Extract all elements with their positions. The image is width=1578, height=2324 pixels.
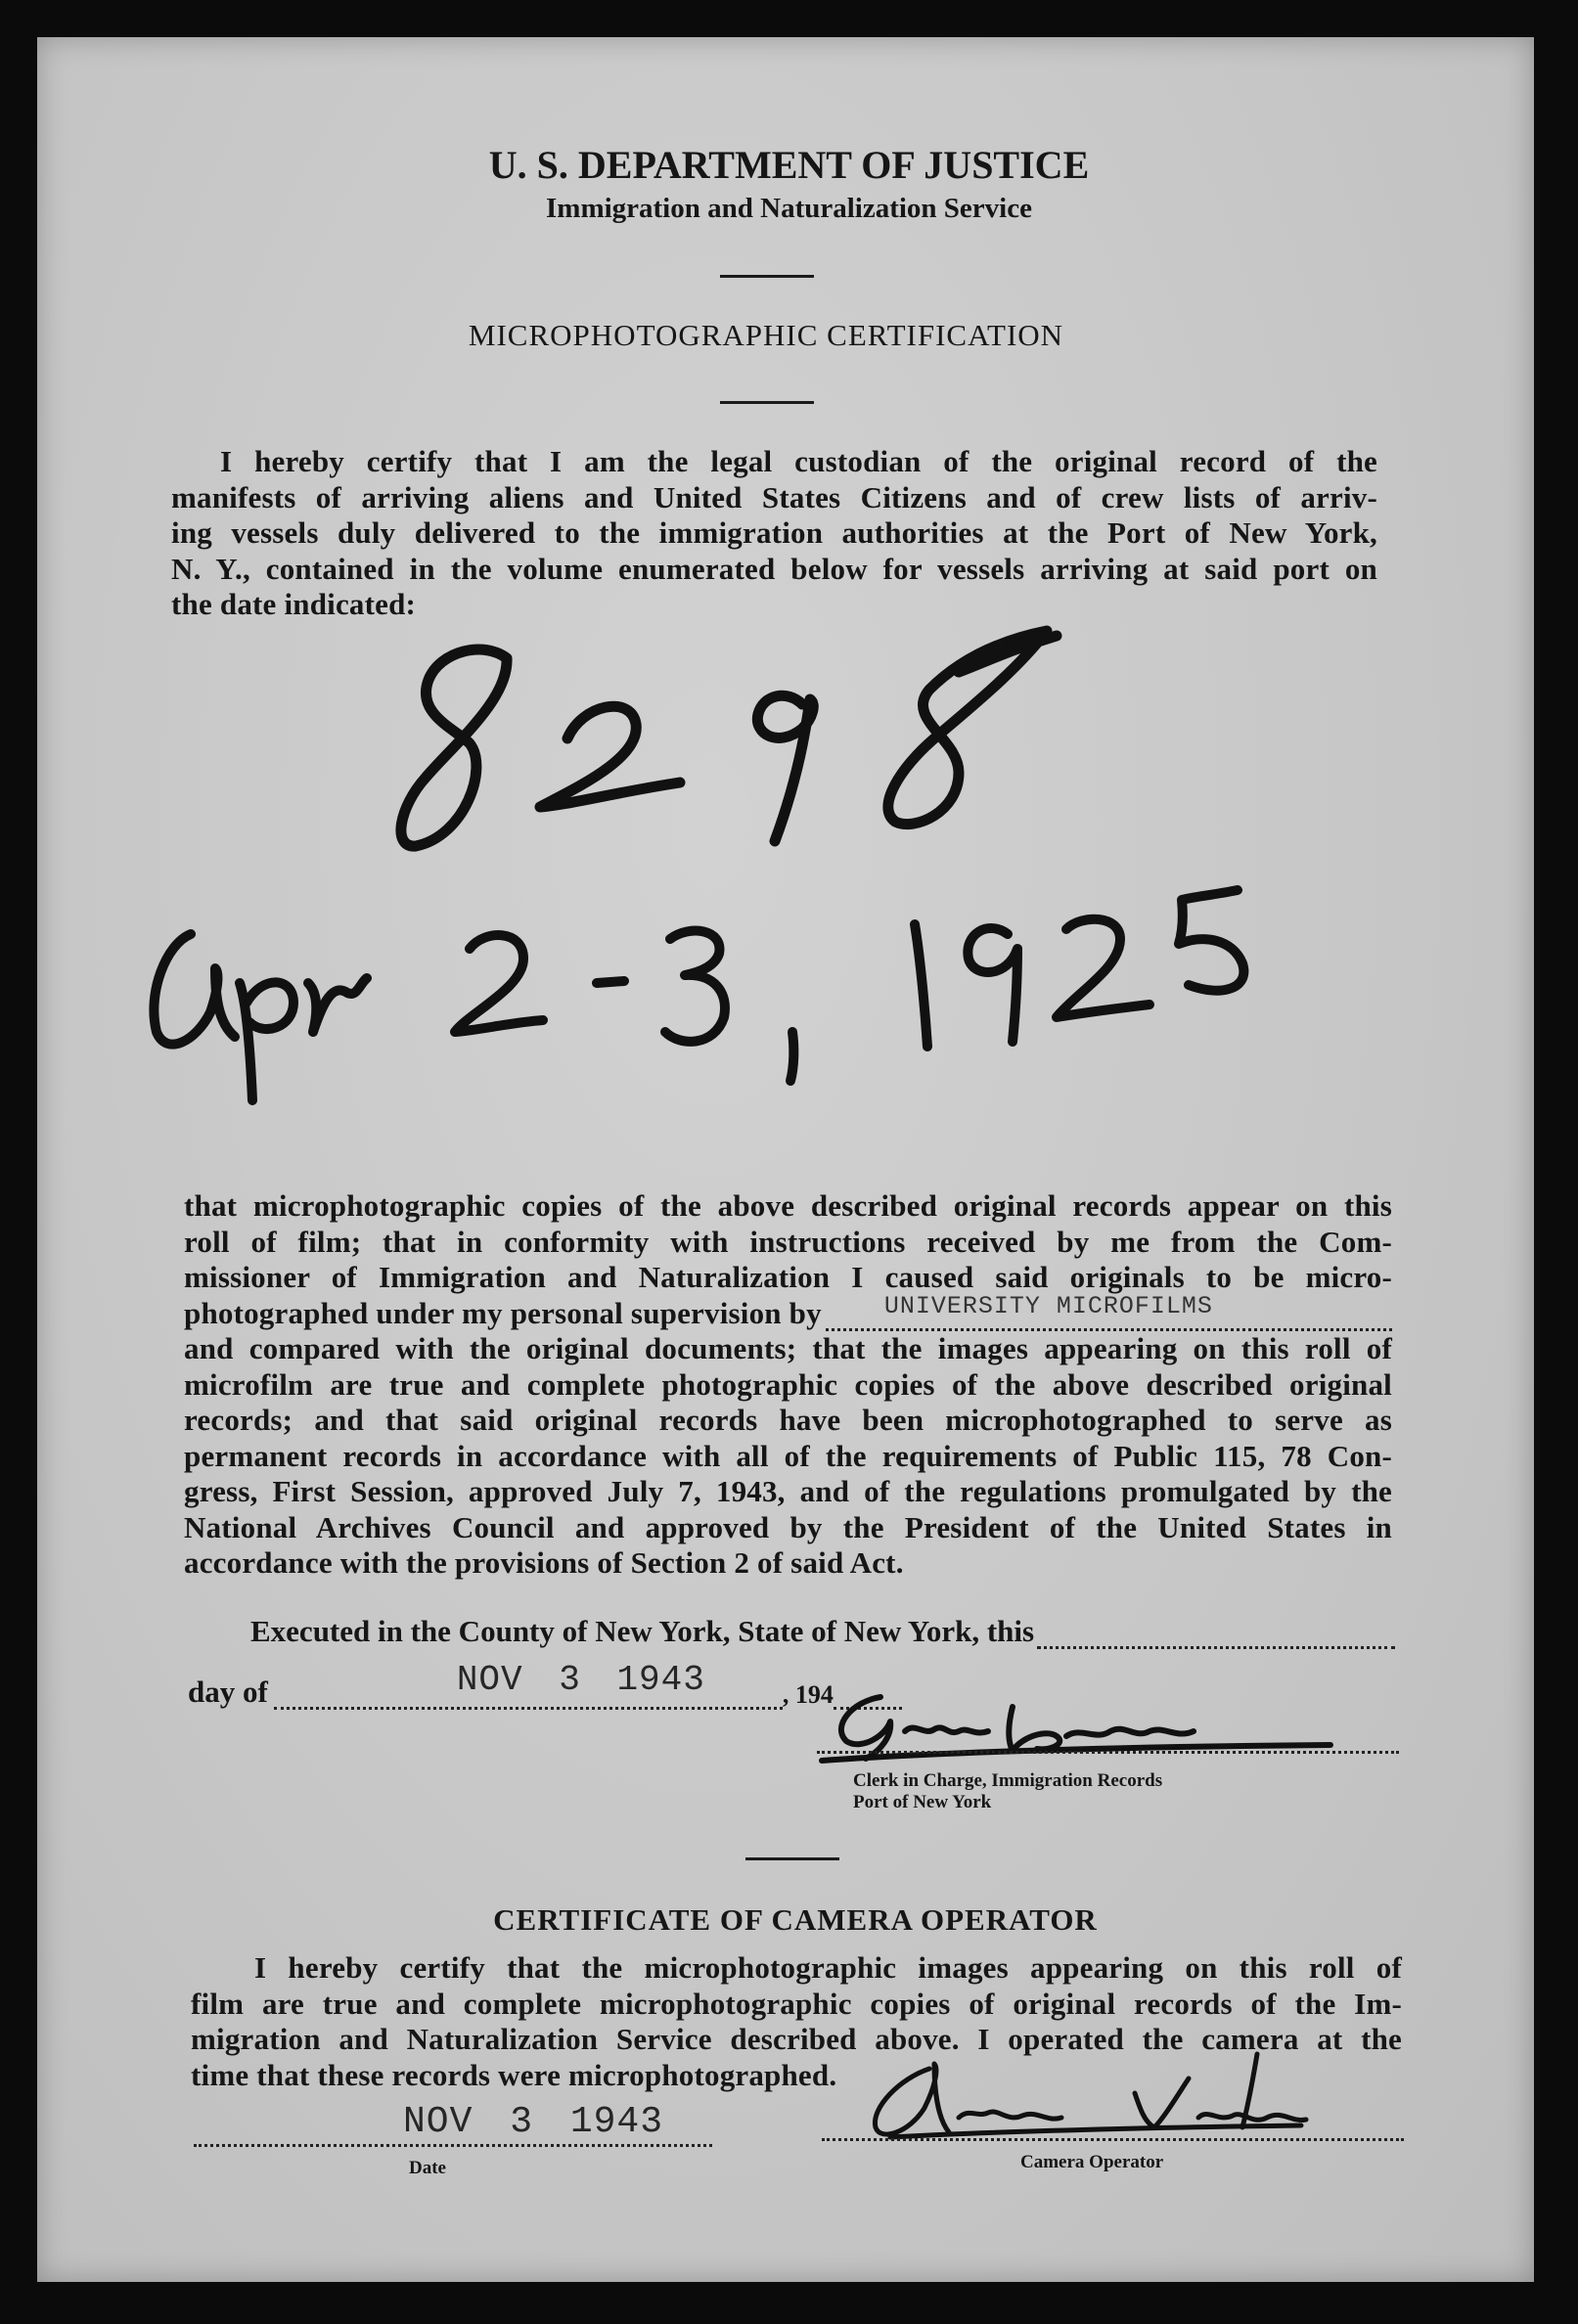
supervision-line [184, 1292, 1392, 1332]
operator-line: migration and Naturalization Service described above. I operated the camera at the [191, 2022, 1402, 2056]
intro-paragraph [171, 444, 1377, 623]
clerk-title-line1: Clerk in Charge, Immigration Records [853, 1770, 1163, 1791]
form-title: MICROPHOTOGRAPHIC CERTIFICATION [468, 318, 1064, 352]
day-of-line [188, 1660, 902, 1710]
certification-line: and compared with the original documents; that the images appearing on this roll of [184, 1331, 1392, 1365]
operator-signature [851, 2039, 1311, 2152]
intro-line: the date indicated: [171, 587, 417, 621]
certification-line: accordance with the provisions of Section 2 of said Act. [184, 1545, 904, 1580]
supervisor-field [826, 1292, 1392, 1331]
year-suffix: , 194 [782, 1680, 834, 1709]
supervisor-name: UNIVERSITY MICROFILMS [883, 1292, 1213, 1320]
intro-line: N. Y., contained in the volume enumerated below for vessels arriving at said port on [171, 551, 1377, 586]
operator-line: film are true and complete microphotographic copies of original records of the Im- [191, 1986, 1402, 2021]
supervision-prefix: photographed under my personal supervision by [184, 1295, 822, 1330]
certification-paragraph [184, 1188, 1392, 1582]
intro-line: ing vessels duly delivered to the immigration authorities at the Port of New York, [171, 515, 1377, 550]
divider-line [720, 275, 814, 278]
handwritten-volume-number [372, 611, 1096, 875]
certification-line: microfilm are true and complete photographic copies of the above described original [184, 1366, 1392, 1402]
certification-line: permanent records in accordance with all of the requirements of Public 115, 78 Con- [184, 1438, 1392, 1473]
certification-line: missioner of Immigration and Naturalization I caused said originals to be micro- [184, 1260, 1392, 1294]
intro-line: I hereby certify that I am the legal custodian of the original record of the [220, 444, 1377, 478]
service-subheading: Immigration and Naturalization Service [546, 193, 1032, 224]
clerk-signature-line [817, 1751, 1399, 1754]
document-page [37, 37, 1534, 2282]
operator-line: time that these records were microphotographed. [191, 2057, 837, 2092]
day-of-label: day of [188, 1675, 268, 1709]
certification-line: gress, First Session, approved July 7, 1943, and of the regulations promulgated by the [184, 1474, 1392, 1508]
operator-line: I hereby certify that the microphotographic images appearing on this roll of [254, 1950, 1402, 1985]
operator-signature-label: Camera Operator [1020, 2152, 1164, 2172]
operator-date-field [194, 2144, 712, 2147]
clerk-signature [812, 1682, 1340, 1770]
execution-line [250, 1614, 1395, 1649]
department-heading: U. S. DEPARTMENT OF JUSTICE [488, 143, 1090, 187]
divider-line [745, 1857, 839, 1860]
operator-stamped-date: NOV 3 1943 [403, 2101, 664, 2143]
execution-text: Executed in the County of New York, State of New York, this [250, 1614, 1035, 1648]
clerk-title-line2: Port of New York [853, 1792, 992, 1812]
operator-title: CERTIFICATE OF CAMERA OPERATOR [493, 1902, 1098, 1937]
certification-line: National Archives Council and approved by the President of the United States in [184, 1509, 1392, 1544]
operator-signature-line [822, 2138, 1404, 2141]
day-of-field [274, 1660, 783, 1710]
execution-stamped-date: NOV 3 1943 [456, 1660, 705, 1700]
execution-day-field [1037, 1621, 1395, 1649]
certification-line: roll of film; that in conformity with instructions received by me from the Com- [184, 1224, 1392, 1259]
operator-date-label: Date [409, 2158, 446, 2178]
certification-line: that microphotographic copies of the above described original records appear on this [184, 1188, 1392, 1223]
divider-line [720, 401, 814, 404]
handwritten-date-range [137, 875, 1282, 1120]
certification-line: records; and that said original records have been microphotographed to serve as [184, 1403, 1392, 1437]
intro-line: manifests of arriving aliens and United States Citizens and of crew lists of arriv- [171, 479, 1377, 514]
